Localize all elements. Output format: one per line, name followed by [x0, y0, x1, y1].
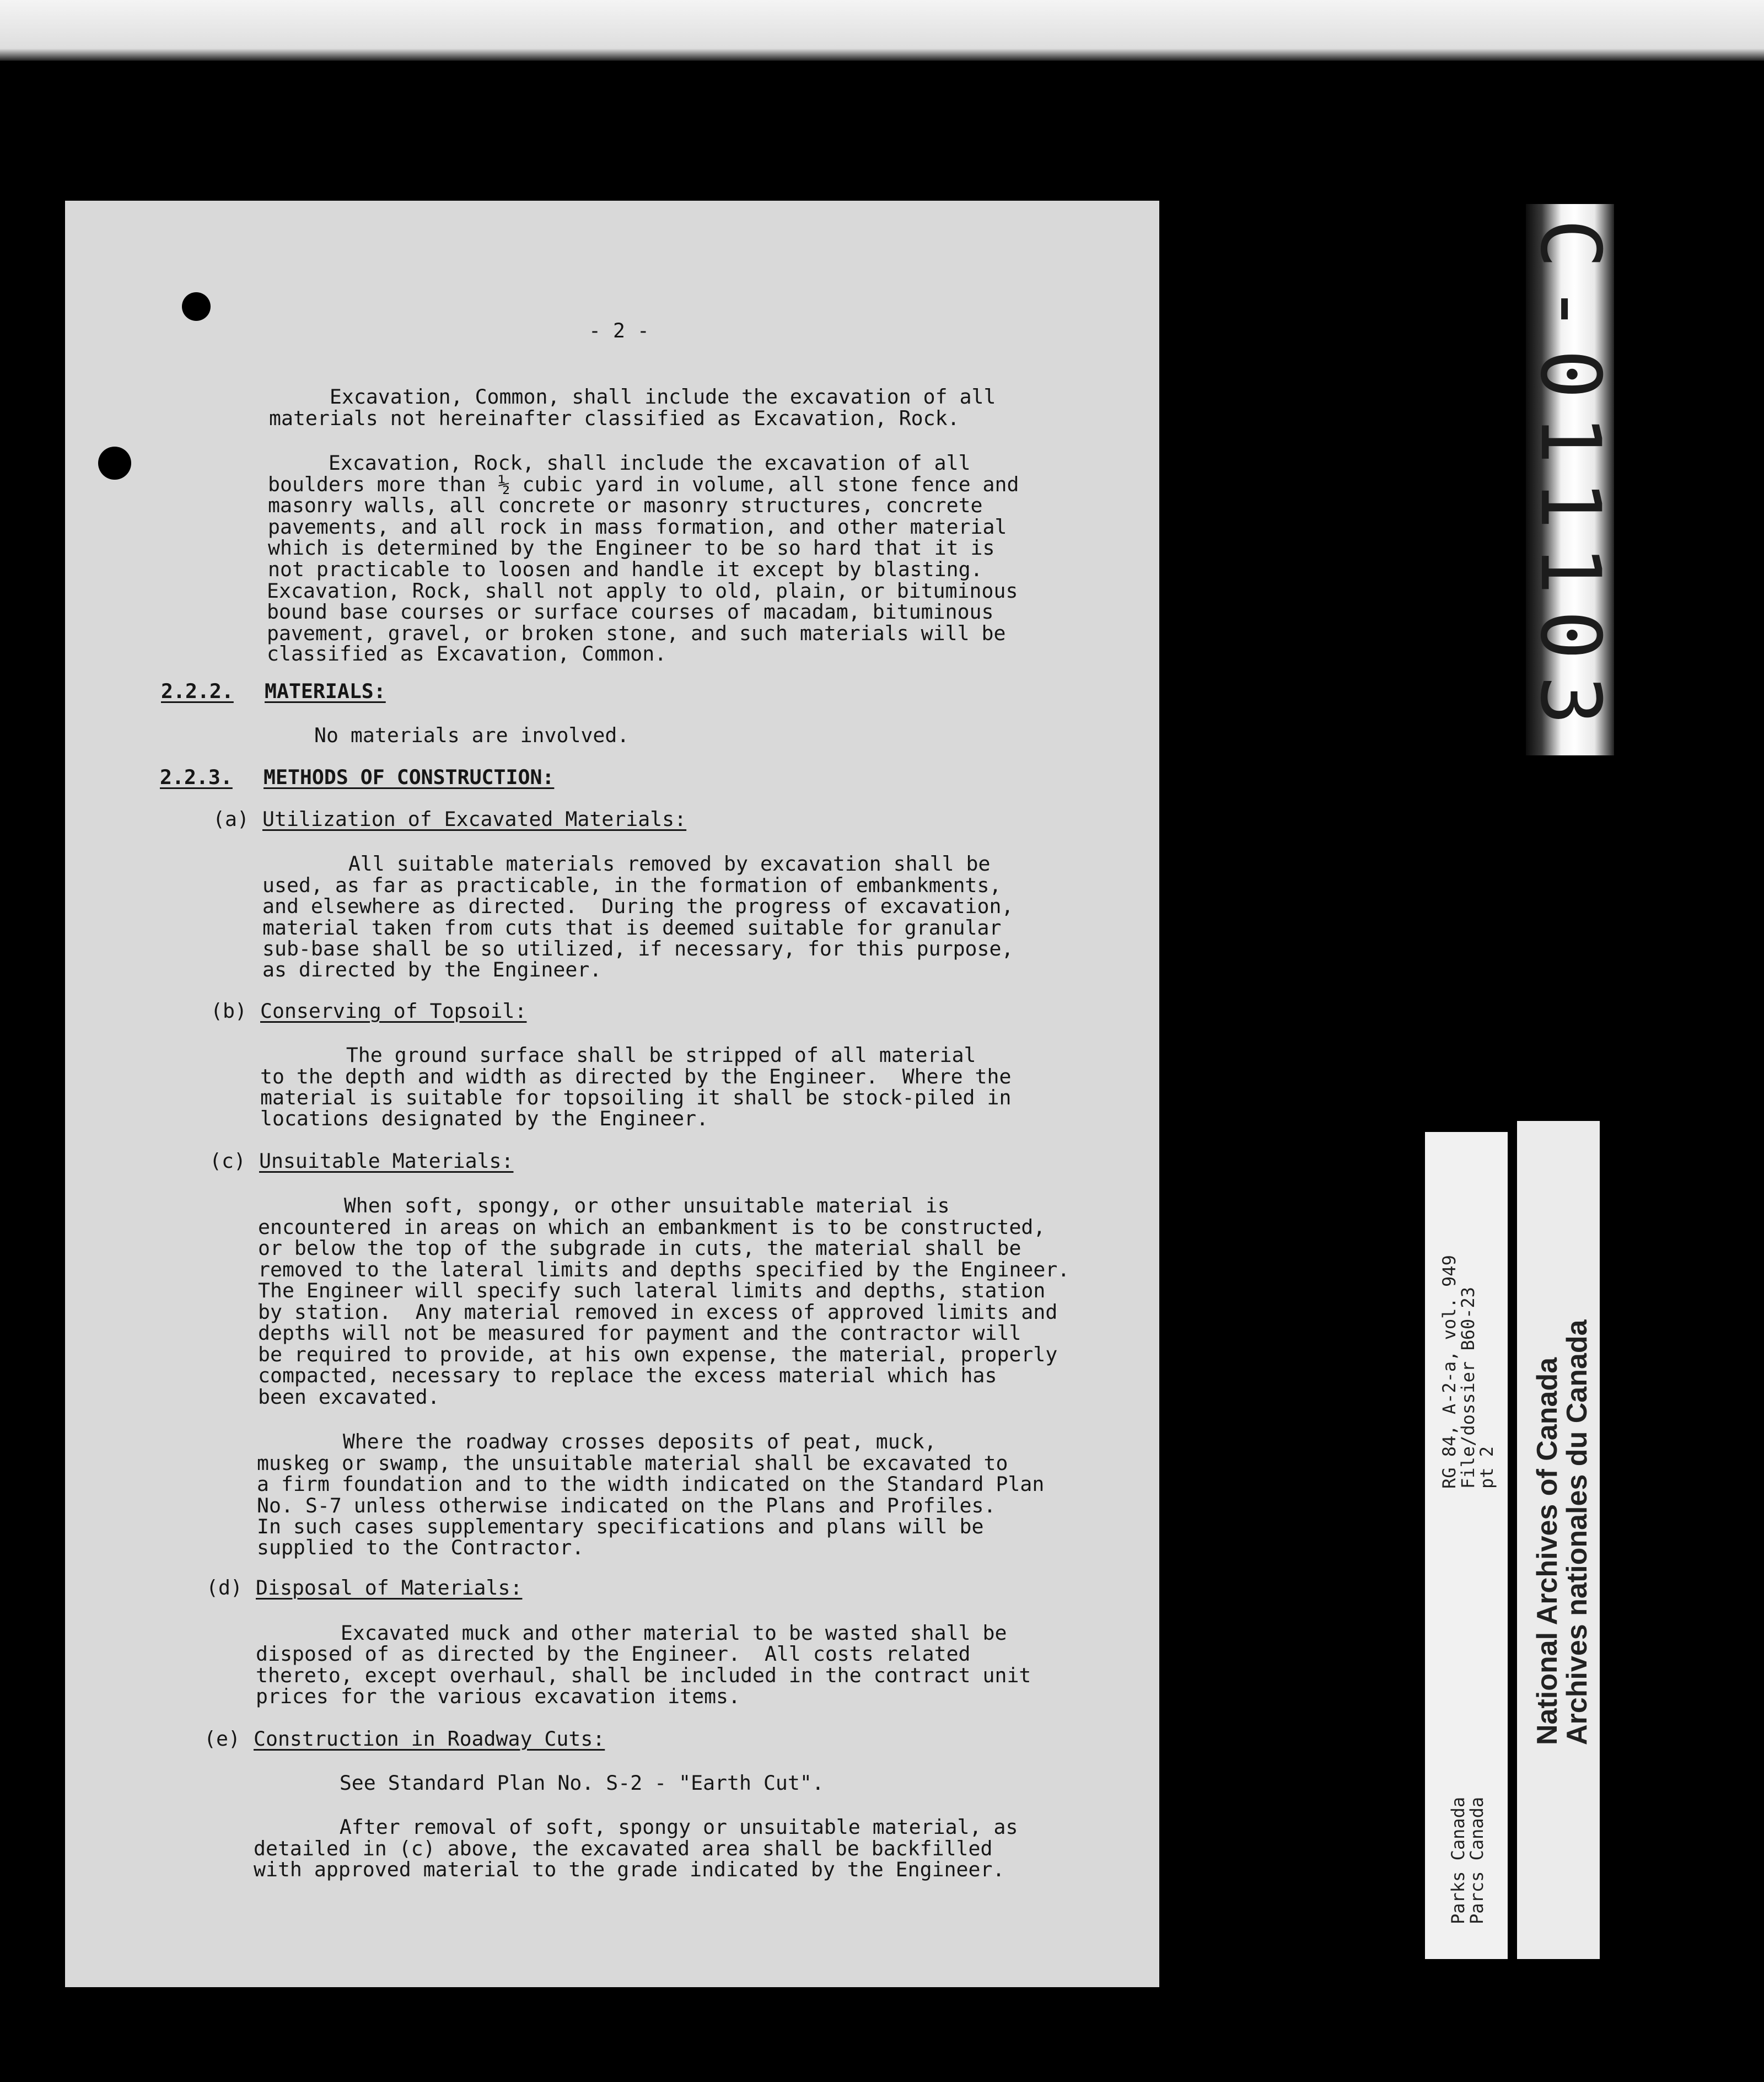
- section-text: No materials are involved.: [314, 723, 630, 747]
- subsection-heading: Conserving of Topsoil:: [260, 999, 527, 1023]
- section-heading: METHODS OF CONSTRUCTION:: [263, 765, 555, 789]
- subsection-heading: Construction in Roadway Cuts:: [254, 1727, 605, 1751]
- subsection-label: (c): [209, 1149, 246, 1173]
- subsection-heading: Utilization of Excavated Materials:: [262, 807, 687, 831]
- subsection-heading: Unsuitable Materials:: [259, 1149, 514, 1173]
- frame-number: C-011103: [1522, 218, 1618, 741]
- subsection-label: (b): [211, 999, 247, 1023]
- archive-reference: RG 84, A-2-a, vol. 949 File/dossier B60-23 pt 2: [1439, 1255, 1497, 1489]
- subsection-label: (e): [204, 1727, 240, 1751]
- punch-hole-middle: [98, 447, 131, 480]
- page-number: - 2 -: [589, 319, 649, 342]
- section-number: 2.2.3.: [160, 765, 233, 789]
- subsection-label: (a): [213, 807, 249, 831]
- document-page: - 2 - Excavation, Common, shall include the excavation of all materials not hereinafter classified as Excavation, Rock. Excavation, Rock, shall include the excavation of all boulders more than ½ cubic yard in volume, all stone fence and masonry walls, all concrete or masonry structures, concrete pavements, and all rock in mass formation, and other material which is determined by the Engineer to be so hard that it is not practicable to loosen and handle it except by blasting. Excavation, Rock, shall not apply to old, plain, or bituminous bound base courses or surface courses of macadam, bituminous pavement, gravel, or broken stone, and such materials will be classified as Excavation, Common. 2.2.2. MATERIALS: No materials are involved. 2.2.3. METHODS OF CONSTRUCTION: (a) Utilization of Excavated Materials: All suitable materials removed by excavation shall be used, as far as practicable, in the formation of embankments, and elsewhere as directed. During the progress of excavation, material taken from cuts that is deemed suitable for granular sub-base shall be so utilized, if necessary, for this purpose, as directed by the Engineer. (b) Conserving of Topsoil: The ground surface shall be stripped of all material to the depth and width as directed by the Engineer. Where the material is suitable for topsoiling it shall be stock-piled in locations designated by the Engineer. (c) Unsuitable Materials: When soft, spongy, or other unsuitable material is encountered in areas on which an embankment is to be constructed, or below the top of the subgrade in cuts, the material shall be removed to the lateral limits and depths specified by the Engineer. The Engineer will specify such lateral limits and depths, station by station. Any material removed in excess of approved limits and depths will not be measured for payment and the contractor will be required to provide, at his own expense, the material, properly compacted, necessary to replace the excess material which has been excavated. Where the roadway crosses deposits of peat, muck, muskeg or swamp, the unsuitable material shall be excavated to a firm foundation and to the width indicated on the Standard Plan No. S-7 unless otherwise indicated on the Plans and Profiles. In such cases supplementary specifications and plans will be supplied to the Contractor. (d) Disposal of Materials: Excavated muck and other material to be wasted shall be disposed of as directed by the Engineer. All costs related thereto, except overhaul, shall be included in the contract unit prices for the various excavation items. (e) Construction in Roadway Cuts: See Standard Plan No. S-2 - "Earth Cut". After removal of soft, spongy or unsuitable material, as detailed in (c) above, the excavated area shall be backfilled with approved material to the grade indicated by the Engineer.: [65, 201, 1159, 1987]
- punch-hole-top: [182, 292, 211, 321]
- subsection-label: (d): [206, 1576, 243, 1600]
- subsection-heading: Disposal of Materials:: [256, 1576, 523, 1600]
- section-heading: MATERIALS:: [265, 679, 386, 703]
- film-edge: [0, 0, 1764, 61]
- section-number: 2.2.2.: [161, 679, 234, 703]
- archives-name: National Archives of Canada Archives nationales du Canada: [1531, 1319, 1593, 1745]
- parks-canada-label: Parks Canada Parcs Canada: [1448, 1796, 1487, 1924]
